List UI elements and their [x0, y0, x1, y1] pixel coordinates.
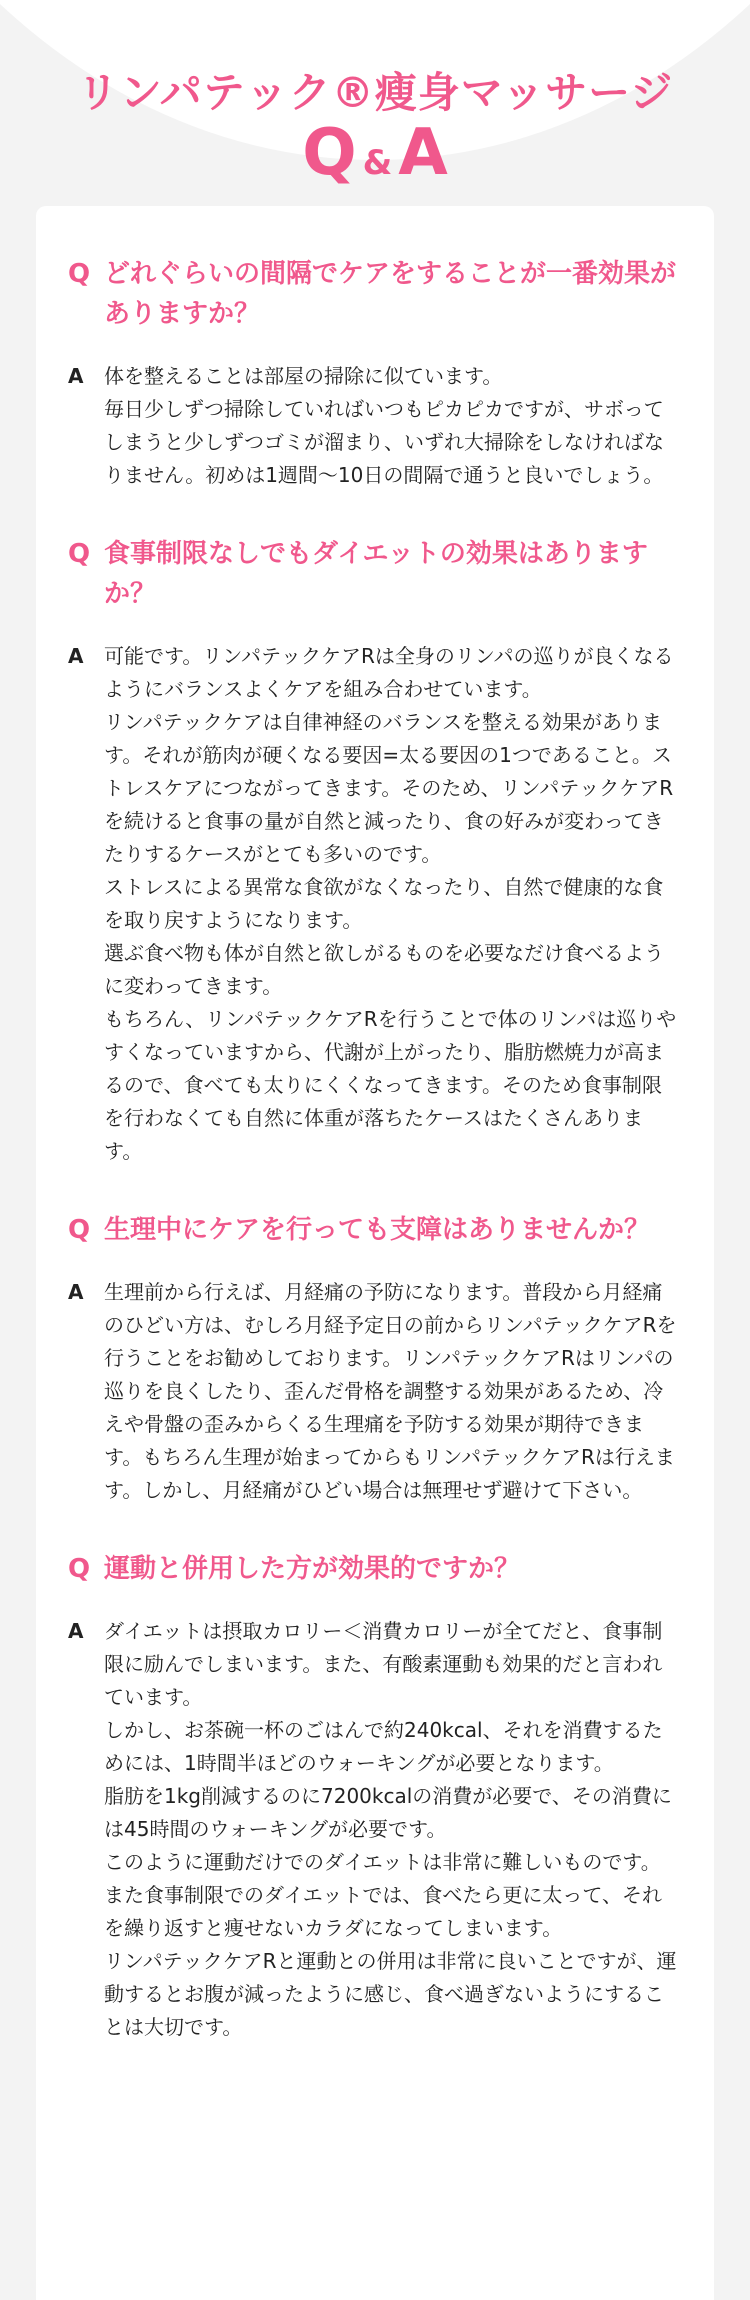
answer-paragraph: ダイエットは摂取カロリー＜消費カロリーが全てだと、食事制限に励んでしまいます。また、有酸素運動も効果的だと言われています。 [104, 1619, 663, 1709]
answer-text [104, 640, 678, 1168]
answer-paragraph: ストレスによる異常な食欲がなくなったり、自然で健康的な食を取り戻すようになります。 [104, 875, 664, 932]
question-mark: Q [68, 539, 91, 569]
answer-mark: A [68, 1280, 84, 1304]
question-row [68, 254, 678, 334]
answer-paragraph: 選ぶ食べ物も体が自然と欲しがるものを必要なだけ食べるように変わってきます。 [104, 941, 664, 998]
question-text: 生理中にケアを行っても支障はありませんか？ [104, 1215, 651, 1245]
page-title: リンパテック®瘦身マッサージ [76, 68, 674, 117]
qa-item [68, 534, 678, 1168]
answer-mark: A [68, 1619, 84, 1643]
answer-paragraph: このように運動だけでのダイエットは非常に難しいものです。また食事制限でのダイエットでは、食べたら更に太って、それを繰り返すと痩せないカラダになってしまいます。 [104, 1850, 662, 1940]
answer-paragraph: 毎日少しずつ掃除していればいつもピカピカですが、サボってしまうと少しずつゴミが溜まり、いずれ大掃除をしなければなりません。初めは1週間〜10日の間隔で通うと良いでしょう。 [104, 397, 664, 487]
qa-item [68, 254, 678, 492]
page-header [0, 0, 750, 206]
answer-paragraph: 生理前から行えば、月経痛の予防になります。普段から月経痛のひどい方は、むしろ月経予定日の前からリンパテックケアRを行うことをお勧めしております。リンパテックケアRはリンパの巡りを良くしたり、歪んだ骨格を調整する効果があるため、冷えや骨盤の歪みからくる生理痛を予防する効果が期待できます。もちろん生理が始まってからもリンパテックケアRは行えます。しかし、月経痛がひどい場合は無理せず避けて下さい。 [104, 1280, 677, 1502]
answer-text [104, 360, 678, 492]
answer-paragraph: リンパテックケアRと運動との併用は非常に良いことですが、運動するとお腹が減ったように感じ、食べ過ぎないようにすることは大切です。 [104, 1949, 677, 2039]
qa-heading-amp: & [362, 143, 393, 183]
answer-paragraph: しかし、お茶碗一杯のごはんで約240kcal、それを消費するためには、1時間半ほどのウォーキングが必要となります。 [104, 1718, 663, 1775]
answer-row [68, 640, 678, 1168]
question-row [68, 1549, 678, 1589]
answer-paragraph: リンパテックケアは自律神経のバランスを整える効果があります。それが筋肉が硬くなる要因=太る要因の1つであること。ストレスケアにつながってきます。そのため、リンパテックケアRを続けると食事の量が自然と減ったり、食の好みが変わってきたりするケースがとても多いのです。 [104, 710, 674, 866]
qa-item [68, 1210, 678, 1507]
answer-row [68, 360, 678, 492]
qa-card [36, 206, 714, 2300]
question-text: 食事制限なしでもダイエットの効果はありますか？ [104, 539, 648, 609]
qa-item [68, 1549, 678, 2044]
answer-text [104, 1276, 678, 1507]
answer-row [68, 1615, 678, 2044]
question-mark: Q [68, 1554, 91, 1584]
qa-heading-a: A [398, 116, 448, 190]
question-text: 運動と併用した方が効果的ですか？ [104, 1554, 521, 1584]
answer-paragraph: 可能です。リンパテックケアRは全身のリンパの巡りが良くなるようにバランスよくケアを組み合わせています。 [104, 644, 674, 701]
answer-mark: A [68, 644, 84, 668]
answer-row [68, 1276, 678, 1507]
qa-heading [0, 116, 750, 190]
answer-paragraph: もちろん、リンパテックケアRを行うことで体のリンパは巡りやすくなっていますから、代謝が上がったり、脂肪燃焼力が高まるので、食べても太りにくくなってきます。そのため食事制限を行わなくても自然に体重が落ちたケースはたくさんあります。 [104, 1007, 677, 1163]
question-row [68, 534, 678, 614]
answer-text [104, 1615, 678, 2044]
answer-mark: A [68, 364, 84, 388]
question-mark: Q [68, 259, 91, 289]
answer-paragraph: 体を整えることは部屋の掃除に似ています。 [104, 364, 503, 388]
question-row [68, 1210, 678, 1250]
question-mark: Q [68, 1215, 91, 1245]
qa-heading-q: Q [302, 116, 357, 190]
answer-paragraph: 脂肪を1kg削減するのに7200kcalの消費が必要で、その消費には45時間のウォーキングが必要です。 [104, 1784, 672, 1841]
question-text: どれぐらいの間隔でケアをすることが一番効果がありますか？ [104, 259, 677, 329]
